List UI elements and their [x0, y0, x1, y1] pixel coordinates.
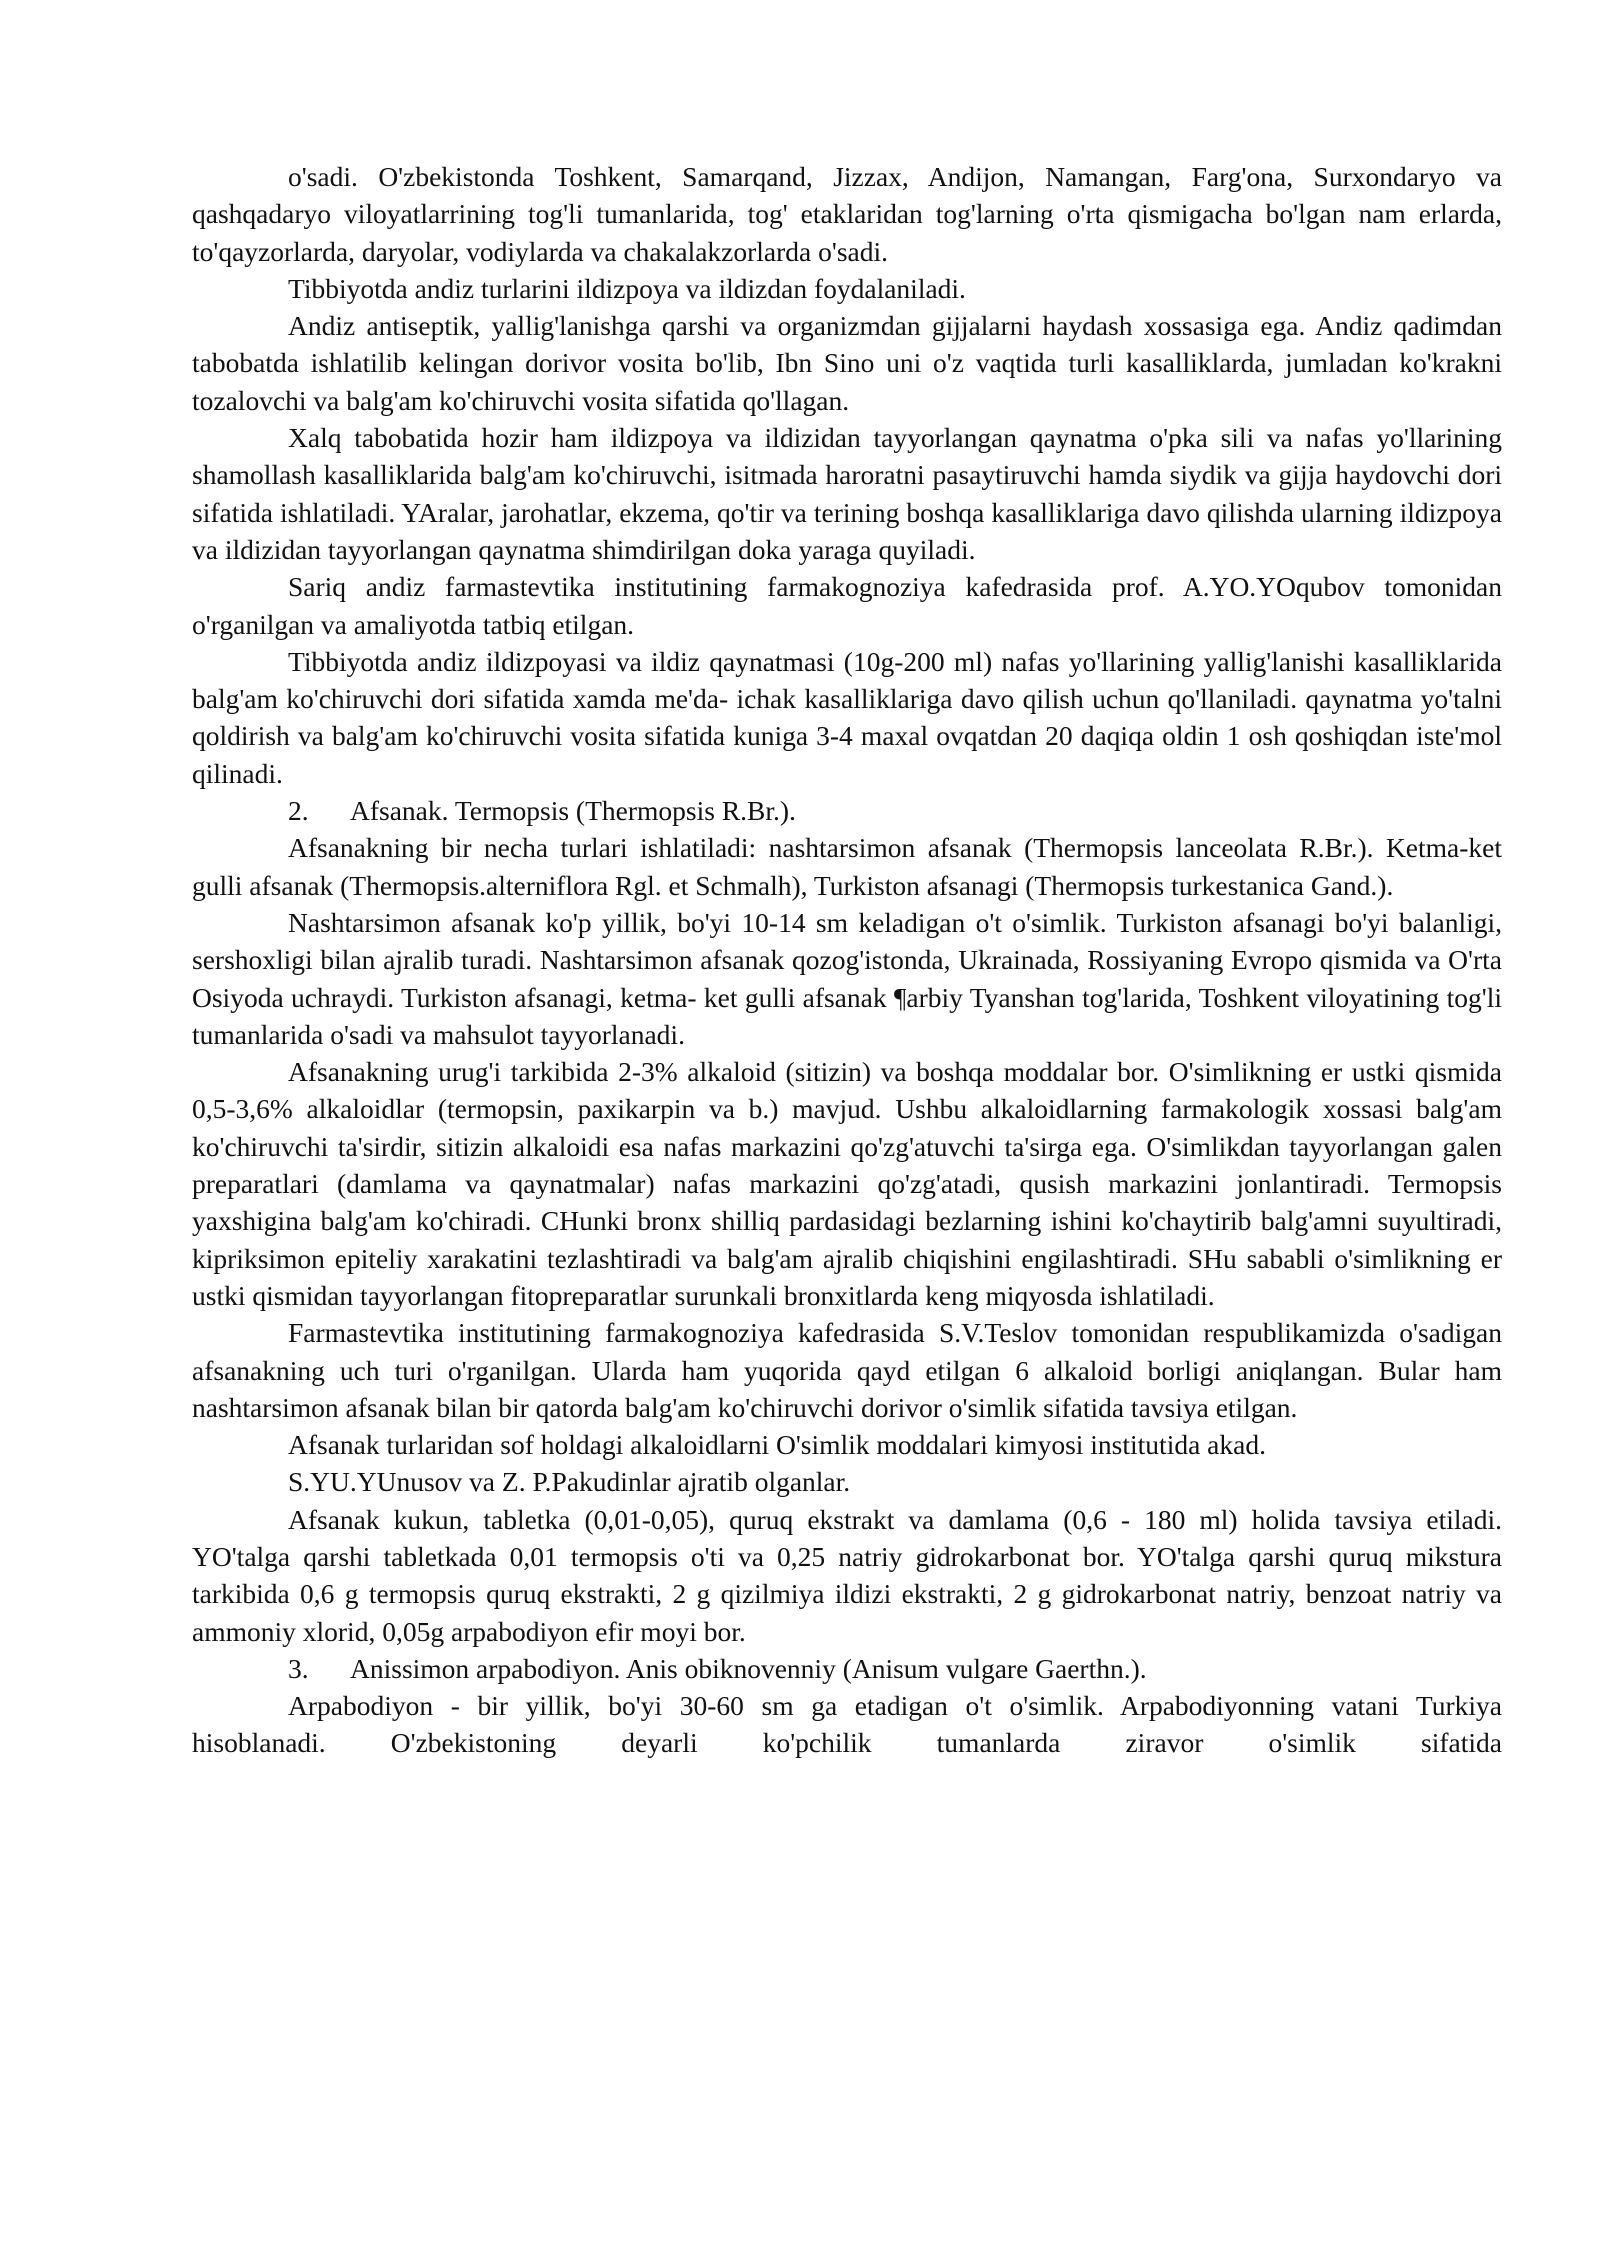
- paragraph-9: Nashtarsimon afsanak ko'p yillik, bo'yi 10-14 sm keladigan o't o'simlik. Turkiston afsanagi bo'yi balanligi, sershoxligi bilan ajralib turadi. Nashtarsimon afsanak qozog'istonda, Ukrainada, Rossiyaning Evropo qismida va O'rta Osiyoda uchraydi. Turkiston afsanagi, ketma- ket gulli afsanak ¶arbiy Tyanshan tog'larida, Toshkent viloyatining tog'li tumanlarida o'sadi va mahsulot tayyorlanadi.: [192, 906, 1502, 1050]
- paragraph-3: Andiz antiseptik, yallig'lanishga qarshi va organizmdan gijjalarni haydash xossasiga ega. Andiz qadimdan tabobatda ishlatilib kelingan dorivor vosita bo'lib, Ibn Sino uni o'z vaqtida turli kasalliklarda, jumladan ko'krakni tozalovchi va balg'am ko'chiruvchi vosita sifatida qo'llagan.: [192, 310, 1502, 416]
- paragraph-10: Afsanakning urug'i tarkibida 2-3% alkaloid (sitizin) va boshqa moddalar bor. O'simlikning er ustki qismida 0,5-3,6% alkaloidlar (termopsin, paxikarpin va b.) mavjud. Ushbu alkaloidlarning farmakologik xossasi balg'am ko'chiruvchi ta'sirdir, sitizin alkaloidi esa nafas markazini qo'zg'atuvchi ta'sirga ega. O'simlikdan tayyorlangan galen preparatlari (damlama va qaynatmalar) nafas markazini qo'zg'atadi, qusish markazini jonlantiradi. Termopsis yaxshigina balg'am ko'chiradi. CHunki bronx shilliq pardasidagi bezlarning ishini ko'chaytirib balg'amni suyultiradi, kipriksimon epiteliy xarakatini tezlashtiradi va balg'am ajralib chiqishini engilashtiradi. SHu sababli o'simlikning er ustki qismidan tayyorlangan fitopreparatlar surunkali bronxitlarda keng miqyosda ishlatiladi.: [192, 1056, 1502, 1311]
- paragraph-12: Afsanak turlaridan sof holdagi alkaloidlarni O'simlik moddalari kimyosi institutida akad.: [288, 1429, 1266, 1461]
- paragraph-8: Afsanakning bir necha turlari ishlatiladi: nashtarsimon afsanak (Thermopsis lanceolata R.Br.). Ketma-ket gulli afsanak (Thermopsis.alterniflora Rgl. et Schmalh), Turkiston afsanagi (Thermopsis turkestanica Gand.).: [192, 832, 1502, 901]
- paragraph-5: Sariq andiz farmastevtika institutining farmakognoziya kafedrasida prof. A.YO.YOqubov tomonidan o'rganilgan va amaliyotda tatbiq etilgan.: [192, 571, 1502, 640]
- section-heading-afsanak: [192, 792, 1502, 829]
- paragraph-14: Afsanak kukun, tabletka (0,01-0,05), quruq ekstrakt va damlama (0,6 - 180 ml) holida tavsiya etiladi. YO'talga qarshi tabletkada 0,01 termopsis o'ti va 0,25 natriy gidrokarbonat bor. YO'talga qarshi quruq mikstura tarkibida 0,6 g termopsis quruq ekstrakti, 2 g qizilmiya ildizi ekstrakti, 2 g gidrokarbonat natriy, benzoat natriy va ammoniy xlorid, 0,05g arpabodiyon efir moyi bor.: [192, 1503, 1502, 1647]
- paragraph-4: Xalq tabobatida hozir ham ildizpoya va ildizidan tayyorlangan qaynatma o'pka sili va nafas yo'llarining shamollash kasalliklarida balg'am ko'chiruvchi, isitmada haroratni pasaytiruvchi hamda siydik va gijja haydovchi dori sifatida ishlatiladi. YAralar, jarohatlar, ekzema, qo'tir va terining boshqa kasalliklariga davo qilishda ularning ildizpoya va ildizidan tayyorlangan qaynatma shimdirilgan doka yaraga quyiladi.: [192, 422, 1502, 565]
- section-number: 2.: [288, 795, 309, 827]
- document-page: [192, 158, 1502, 1762]
- section-title: Afsanak. Termopsis (Thermopsis R.Br.).: [350, 795, 796, 827]
- paragraph-6: Tibbiyotda andiz ildizpoyasi va ildiz qaynatmasi (10g-200 ml) nafas yo'llarining yallig'lanishi kasalliklarida balg'am ko'chiruvchi dori sifatida xamda me'da- ichak kasalliklariga davo qilish uchun qo'llaniladi. qaynatma yo'talni qoldirish va balg'am ko'chiruvchi vosita sifatida kuniga 3-4 maxal ovqatdan 20 daqiqa oldin 1 osh qoshiqdan iste'mol qilinadi.: [192, 645, 1502, 789]
- paragraph-13: S.YU.YUnusov va Z. P.Pakudinlar ajratib olganlar.: [288, 1466, 851, 1498]
- paragraph-16: Arpabodiyon - bir yillik, bo'yi 30-60 sm ga etadigan o't o'simlik. Arpabodiyonning vatani Turkiya hisoblanadi. O'zbekistoning deyarli ko'pchilik tumanlarda ziravor o'simlik sifatida: [192, 1690, 1502, 1759]
- paragraph-11: Farmastevtika institutining farmakognoziya kafedrasida S.V.Teslov tomonidan respublikamizda o'sadigan afsanakning uch turi o'rganilgan. Ularda ham yuqorida qayd etilgan 6 alkaloid borligi aniqlangan. Bular ham nashtarsimon afsanak bilan bir qatorda balg'am ko'chiruvchi dorivor o'simlik sifatida tavsiya etilgan.: [192, 1317, 1502, 1423]
- section-number: 3.: [288, 1652, 309, 1684]
- section-title: Anissimon arpabodiyon. Anis obiknovenniy (Anisum vulgare Gaerthn.).: [350, 1652, 1147, 1684]
- paragraph-1: o'sadi. O'zbekistonda Toshkent, Samarqand, Jizzax, Andijon, Namangan, Farg'ona, Surxondaryo va qashqadaryo viloyatlarrining tog'li tumanlarida, tog' etaklaridan tog'larning o'rta qismigacha bo'lgan nam erlarda, to'qayzorlarda, daryolar, vodiylarda va chakalakzorlarda o'sadi.: [192, 161, 1502, 267]
- paragraph-2: Tibbiyotda andiz turlarini ildizpoya va ildizdan foydalaniladi.: [288, 272, 966, 304]
- section-heading-arpabodiyon: [192, 1650, 1502, 1687]
